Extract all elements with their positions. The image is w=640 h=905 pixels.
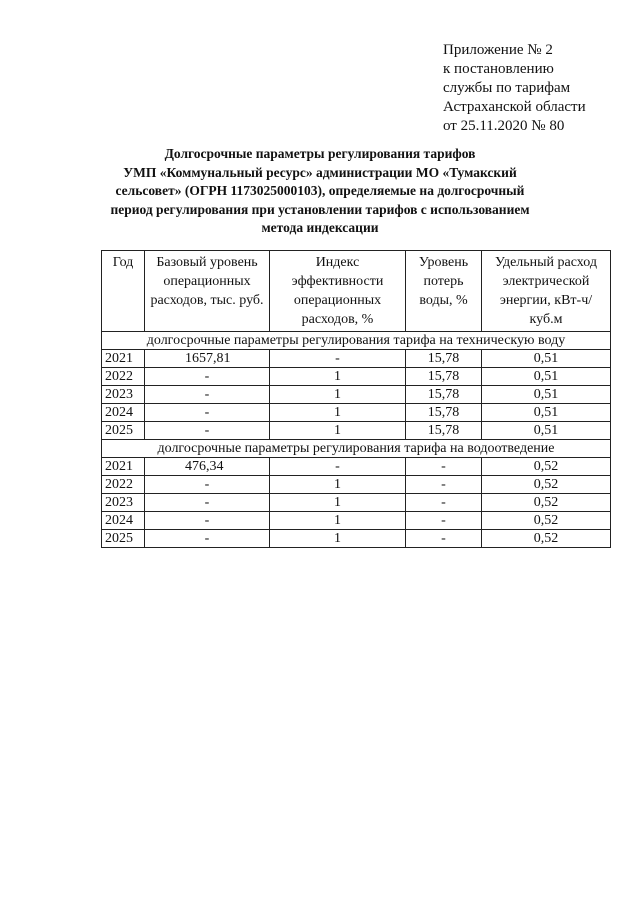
row-electricity-rate: 0,52 (482, 476, 611, 494)
row-year: 2022 (102, 476, 145, 494)
row-water-loss: 15,78 (406, 404, 482, 422)
table-row (102, 422, 611, 440)
annex-line: Астраханской области (443, 99, 586, 115)
row-efficiency-index: 1 (270, 512, 406, 530)
row-electricity-rate: 0,52 (482, 512, 611, 530)
row-electricity-rate: 0,51 (482, 404, 611, 422)
table-row (102, 404, 611, 422)
row-base-opex: - (145, 512, 270, 530)
row-electricity-rate: 0,51 (482, 422, 611, 440)
row-efficiency-index: - (270, 350, 406, 368)
table-header (102, 251, 611, 332)
annex-reference (443, 41, 633, 136)
section-label: долгосрочные параметры регулирования тарифа на техническую воду (102, 332, 611, 350)
header-water-loss: Уровень потерь воды, % (406, 251, 482, 332)
row-year: 2023 (102, 386, 145, 404)
row-electricity-rate: 0,52 (482, 494, 611, 512)
annex-line: Приложение № 2 (443, 42, 553, 58)
row-efficiency-index: 1 (270, 422, 406, 440)
parameters-table (101, 250, 611, 548)
row-year: 2023 (102, 494, 145, 512)
row-year: 2025 (102, 422, 145, 440)
row-electricity-rate: 0,51 (482, 386, 611, 404)
row-efficiency-index: 1 (270, 476, 406, 494)
row-efficiency-index: - (270, 458, 406, 476)
row-water-loss: - (406, 476, 482, 494)
header-electricity-rate: Удельный расход электрической энергии, кВт-ч/куб.м (482, 251, 611, 332)
title-line: сельсовет» (ОГРН 1173025000103), определяемые на долгосрочный (115, 183, 525, 198)
row-base-opex: - (145, 494, 270, 512)
section-row (102, 440, 611, 458)
row-base-opex: - (145, 422, 270, 440)
title-line: период регулирования при установлении тарифов с использованием (110, 201, 530, 217)
header-efficiency-index: Индекс эффективности операционных расходов, % (270, 251, 406, 332)
row-year: 2024 (102, 512, 145, 530)
row-electricity-rate: 0,51 (482, 368, 611, 386)
header-year: Год (102, 251, 145, 332)
table-row (102, 530, 611, 548)
row-water-loss: - (406, 458, 482, 476)
row-water-loss: 15,78 (406, 350, 482, 368)
table-row (102, 458, 611, 476)
row-efficiency-index: 1 (270, 404, 406, 422)
row-base-opex: - (145, 368, 270, 386)
header-base-opex: Базовый уровень операционных расходов, тыс. руб. (145, 251, 270, 332)
row-base-opex: 1657,81 (145, 350, 270, 368)
title-line: метода индексации (261, 220, 379, 235)
document-title (90, 145, 550, 238)
row-year: 2021 (102, 458, 145, 476)
row-year: 2022 (102, 368, 145, 386)
row-water-loss: - (406, 494, 482, 512)
row-base-opex: - (145, 530, 270, 548)
row-electricity-rate: 0,51 (482, 350, 611, 368)
annex-line: от 25.11.2020 № 80 (443, 118, 565, 134)
row-efficiency-index: 1 (270, 368, 406, 386)
row-base-opex: - (145, 476, 270, 494)
section-row (102, 332, 611, 350)
title-line: Долгосрочные параметры регулирования тарифов (164, 146, 476, 161)
row-year: 2021 (102, 350, 145, 368)
title-line: УМП «Коммунальный ресурс» администрации МО «Тумакский (123, 164, 517, 180)
row-electricity-rate: 0,52 (482, 530, 611, 548)
table-row (102, 494, 611, 512)
table-row (102, 386, 611, 404)
table-row (102, 512, 611, 530)
row-year: 2025 (102, 530, 145, 548)
row-base-opex: - (145, 386, 270, 404)
row-efficiency-index: 1 (270, 530, 406, 548)
row-year: 2024 (102, 404, 145, 422)
annex-line: к постановлению (443, 61, 554, 77)
row-water-loss: 15,78 (406, 386, 482, 404)
row-electricity-rate: 0,52 (482, 458, 611, 476)
row-water-loss: - (406, 512, 482, 530)
table-row (102, 476, 611, 494)
section-label: долгосрочные параметры регулирования тарифа на водоотведение (102, 440, 611, 458)
row-efficiency-index: 1 (270, 494, 406, 512)
table-row (102, 350, 611, 368)
table-row (102, 368, 611, 386)
table-body (102, 332, 611, 548)
row-water-loss: - (406, 530, 482, 548)
row-water-loss: 15,78 (406, 422, 482, 440)
row-base-opex: 476,34 (145, 458, 270, 476)
row-water-loss: 15,78 (406, 368, 482, 386)
row-base-opex: - (145, 404, 270, 422)
annex-line: службы по тарифам (443, 80, 571, 96)
row-efficiency-index: 1 (270, 386, 406, 404)
